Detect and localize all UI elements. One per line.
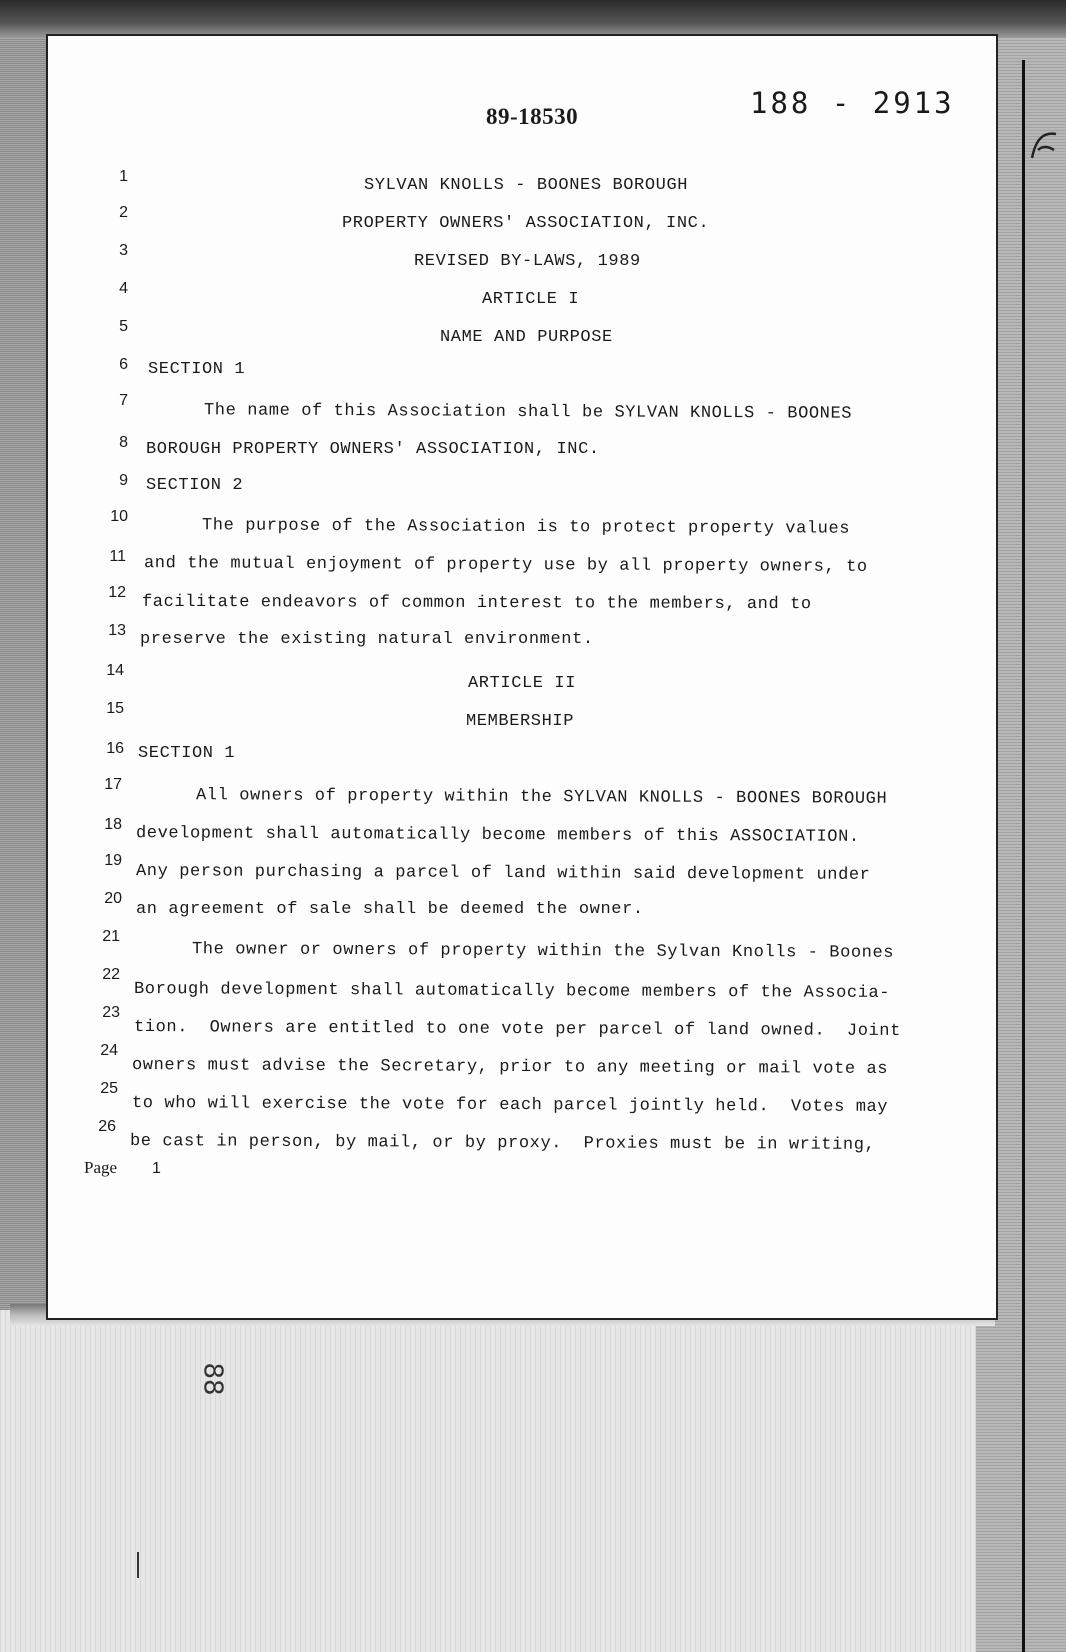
- line-number: 4: [119, 280, 128, 297]
- scan-top-edge: [0, 0, 1066, 38]
- body-text-line: All owners of property within the SYLVAN KNOLLS - BOONES BOROUGH: [195, 786, 888, 809]
- line-number: 5: [119, 318, 128, 335]
- body-text-line: preserve the existing natural environment.: [140, 630, 594, 649]
- body-text-line: owners must advise the Secretary, prior to any meeting or mail vote as: [131, 1056, 889, 1079]
- body-text-line: an agreement of sale shall be deemed the owner.: [136, 900, 644, 919]
- line-number: 25: [100, 1080, 118, 1097]
- line-number: 3: [119, 242, 128, 259]
- body-text-line: and the mutual enjoyment of property use by all property owners, to: [143, 554, 868, 577]
- body-text-line: facilitate endeavors of common interest to the members, and to: [141, 592, 812, 615]
- article-heading: ARTICLE I: [482, 290, 580, 309]
- line-number: 7: [119, 392, 128, 409]
- line-number: 20: [104, 890, 122, 907]
- document-subtitle: PROPERTY OWNERS' ASSOCIATION, INC.: [342, 214, 710, 233]
- line-number: 6: [119, 356, 128, 373]
- line-number: 2: [119, 204, 128, 221]
- body-text-line: The name of this Association shall be SYLVAN KNOLLS - BOONES: [203, 401, 853, 424]
- body-text-line: tion. Owners are entitled to one vote per parcel of land owned. Joint: [133, 1017, 901, 1042]
- page-label: Page: [84, 1158, 118, 1177]
- section-heading: SECTION 1: [148, 360, 246, 379]
- line-number: 26: [98, 1118, 116, 1135]
- body-text-line: Borough development shall automatically become members of the Associa-: [133, 980, 891, 1003]
- article-title: NAME AND PURPOSE: [440, 328, 613, 347]
- line-number: 9: [119, 472, 128, 489]
- scan-bottom-area: [0, 1310, 1066, 1652]
- body-text-line: BOROUGH PROPERTY OWNERS' ASSOCIATION, INC.: [146, 440, 600, 459]
- line-number: 18: [104, 816, 122, 833]
- scan-border-line: [1022, 60, 1025, 1652]
- document-revision: REVISED BY-LAWS, 1989: [414, 252, 641, 271]
- article-heading: ARTICLE II: [468, 674, 577, 693]
- line-number: 17: [104, 776, 122, 793]
- book-page-stamp: 188 - 2913: [750, 86, 955, 120]
- line-number: 23: [102, 1004, 120, 1021]
- line-number: 8: [119, 434, 128, 451]
- margin-tick-mark: [137, 1552, 139, 1578]
- line-number: 19: [104, 852, 122, 869]
- line-number: 13: [108, 622, 126, 639]
- body-text-line: The owner or owners of property within the Sylvan Knolls - Boones: [191, 940, 895, 963]
- line-number: 12: [108, 584, 126, 601]
- section-heading: SECTION 2: [146, 476, 244, 495]
- document-number-stamp: 89-18530: [486, 104, 579, 129]
- line-number: 15: [106, 700, 124, 717]
- line-number: 24: [100, 1042, 118, 1059]
- line-number: 11: [109, 548, 126, 565]
- article-title: MEMBERSHIP: [466, 712, 575, 731]
- line-number: 1: [119, 168, 128, 185]
- document-title: SYLVAN KNOLLS - BOONES BOROUGH: [364, 176, 689, 195]
- section-heading: SECTION 1: [138, 744, 236, 763]
- line-number: 14: [106, 662, 124, 679]
- line-number: 21: [102, 928, 120, 945]
- body-text-line: development shall automatically become members of this ASSOCIATION.: [135, 824, 860, 847]
- margin-handwritten-mark: 88: [197, 1362, 228, 1396]
- line-number: 10: [110, 508, 128, 525]
- line-number: 22: [102, 966, 120, 983]
- margin-scribble-icon: [1030, 128, 1060, 164]
- body-text-line: Any person purchasing a parcel of land within said development under: [135, 862, 871, 885]
- body-text-line: be cast in person, by mail, or by proxy. Proxies must be in writing,: [129, 1132, 876, 1155]
- line-number: 16: [106, 740, 124, 757]
- body-text-line: to who will exercise the vote for each parcel jointly held. Votes may: [131, 1094, 889, 1117]
- body-text-line: The purpose of the Association is to protect property values: [201, 516, 851, 539]
- page-number: 1: [152, 1160, 161, 1177]
